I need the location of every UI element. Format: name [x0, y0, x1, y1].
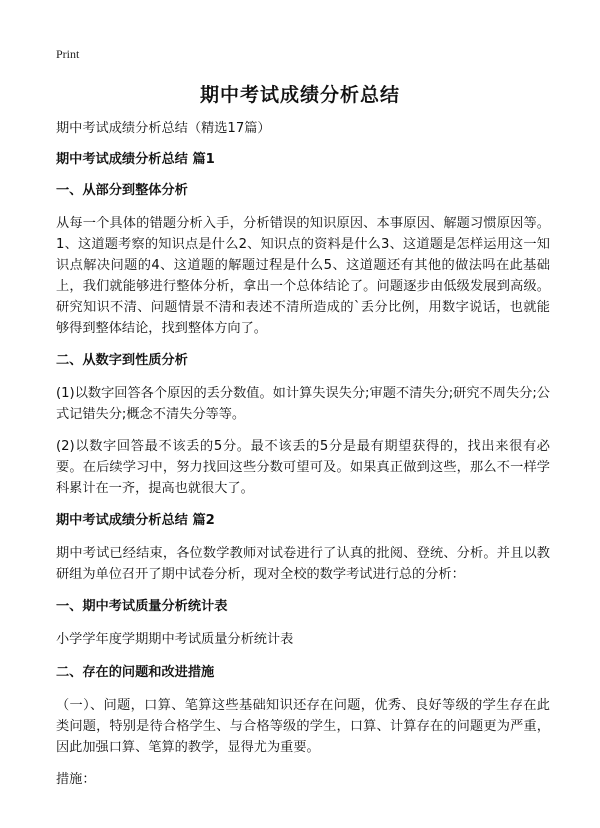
article2-heading: 期中考试成绩分析总结 篇2 — [56, 513, 215, 528]
article2-intro: 期中考试已经结束，各位数学教师对试卷进行了认真的批阅、登统、分析。并且以教研组为单位召开了期中试卷分析，现对全校的数学考试进行总的分析： — [56, 546, 550, 582]
section1-heading: 一、从部分到整体分析 — [56, 183, 188, 198]
intro-line: 期中考试成绩分析总结（精选17篇） — [56, 121, 271, 136]
section2-item1: (1)以数字回答各个原因的丢分数值。如计算失误失分;审题不清失分;研究不周失分;公式记错失分;概念不清失分等等。 — [56, 386, 550, 422]
section2-item2: (2)以数字回答最不该丢的5分。最不该丢的5分是最有期望获得的，找出来很有必要。在后续学习中，努力找回这些分数可望可及。如果真正做到这些，那么不一样学科累计在一齐，提高也就很大了。 — [56, 439, 550, 496]
print-label: Print — [56, 47, 80, 61]
document-body — [56, 118, 550, 791]
measures-label: 措施： — [56, 772, 96, 787]
document-title: 期中考试成绩分析总结 — [199, 84, 400, 106]
a2-section2-paragraph: （一）、问题，口算、笔算这些基础知识还存在问题，优秀、良好等级的学生存在此类问题，特别是待合格学生、与合格等级的学生，口算、计算存在的问题更为严重，因此加强口算、笔算的教学，显得尤为重要。 — [56, 698, 550, 755]
a2-section2-heading: 二、存在的问题和改进措施 — [56, 665, 215, 680]
section2-heading: 二、从数字到性质分析 — [56, 353, 188, 368]
a2-section1-text: 小学学年度学期期中考试质量分析统计表 — [56, 632, 294, 647]
a2-section1-heading: 一、期中考试质量分析统计表 — [56, 599, 228, 614]
article1-heading: 期中考试成绩分析总结 篇1 — [56, 152, 215, 167]
section1-paragraph: 从每一个具体的错题分析入手，分析错误的知识原因、本事原因、解题习惯原因等。1、这道题考察的知识点是什么2、知识点的资料是什么3、这道题是怎样运用这一知识点解决问题的4、这道题的解题过程是什么5、这道题还有其他的做法吗在此基础上，我们就能够进行整体分析，拿出一个总体结论了。问题逐步由低级发展到高级。研究知识不清、问题情景不清和表述不清所造成的`丢分比例，用数字说话，也就能够得到整体结论，找到整体方向了。 — [56, 216, 550, 336]
